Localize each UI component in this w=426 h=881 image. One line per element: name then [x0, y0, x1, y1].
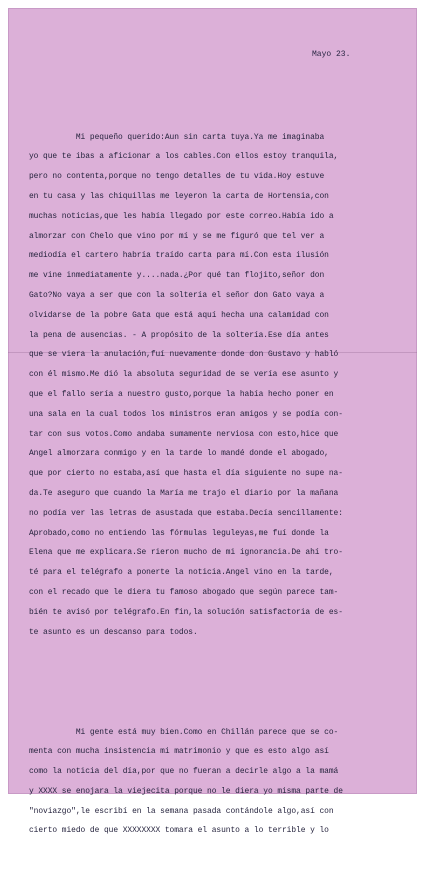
letter-line: tar con sus votos.Como andaba sumamente nerviosa con esto,hice que: [29, 429, 339, 439]
letter-line: "noviazgo",le escribí en la semana pasada contándole algo,así con: [29, 806, 334, 816]
letter-line: con él mismo.Me dió la absoluta seguridad de se vería ese asunto y: [29, 370, 339, 380]
letter-line: olvidarse de la pobre Gata que está aquí hecha una calamidad con: [29, 310, 329, 320]
letter-line: Gato?No vaya a ser que con la soltería el señor don Gato vaya a: [29, 290, 325, 300]
letter-line: Mi gente está muy bien.Como en Chillán parece que se co-: [29, 727, 339, 737]
letter-line: bién te avisó por telégrafo.En fin,la solución satisfactoria de es-: [29, 607, 343, 617]
letter-line: en tu casa y las chiquillas me leyeron la carta de Hortensia,con: [29, 191, 329, 201]
letter-line: que por cierto no estaba,así que hasta el día siguiente no supe na-: [29, 469, 343, 479]
letter-line: Angel almorzara conmigo y en la tarde lo mandé donde el abogado,: [29, 449, 329, 459]
letter-line: té para el telégrafo a ponerte la noticia.Angel vino en la tarde,: [29, 568, 334, 578]
letter-line: te asunto es un descanso para todos.: [29, 627, 198, 637]
letter-line: como la noticia del día,por que no fueran a decirle algo a la mamá: [29, 767, 339, 777]
letter-line: que el fallo sería a nuestro gusto,porque la había hecho poner en: [29, 389, 334, 399]
letter-line: la pena de ausencias. - A propósito de la soltería.Ese día antes: [29, 330, 329, 340]
letter-sheet: [8, 8, 417, 836]
letter-line: muchas noticias,que les había llegado por este correo.Había ido a: [29, 211, 334, 221]
letter-date: Mayo 23.: [312, 50, 351, 59]
letter-line: menta con mucha insistencia mi matrimonio y que es esto algo así: [29, 747, 329, 757]
letter-line: pero no contenta,porque no tengo detalles de tu vida.Hoy estuve: [29, 172, 325, 182]
letter-line: no podía ver las letras de asustada que estaba.Decía sencillamente:: [29, 508, 343, 518]
letter-line: me vine inmediatamente y....nada.¿Por qué tan flojito,señor don: [29, 271, 325, 281]
letter-line: que se viera la anulación,fuí nuevamente donde don Gustavo y habló: [29, 350, 339, 360]
paragraph-1: [29, 128, 411, 643]
letter-line: Elena que me explicara.Se rieron mucho de mi ignorancia.De ahí tro-: [29, 548, 343, 558]
letter-line: con el recado que le diera tu famoso abogado que según parece tam-: [29, 587, 339, 597]
paragraph-2: [29, 723, 411, 842]
letter-line: y XXXX se enojara la viejecita porque no le diera yo misma parte de: [29, 786, 343, 796]
letter-line: Aprobado,como no entiendo las fórmulas leguleyas,me fuí donde la: [29, 528, 329, 538]
letter-line: Mi pequeño querido:Aun sin carta tuya.Ya me imaginaba: [29, 132, 325, 142]
letter-line: yo que te ibas a aficionar a los cables.Con ellos estoy tranquila,: [29, 152, 339, 162]
letter-line: almorzar con Chelo que vino por mí y se me figuró que tel ver a: [29, 231, 325, 241]
letter-line: mediodía el cartero habría traído carta para mí.Con esta ilusión: [29, 251, 329, 261]
letter-line: da.Te aseguro que cuando la María me trajo el diario por la mañana: [29, 488, 339, 498]
letter-line: cierto miedo de que XXXXXXXX tomara el asunto a lo terrible y lo: [29, 826, 329, 836]
letter-body: [29, 88, 411, 881]
letter-line: una sala en la cual todos los ministros eran amigos y se podía con-: [29, 409, 343, 419]
